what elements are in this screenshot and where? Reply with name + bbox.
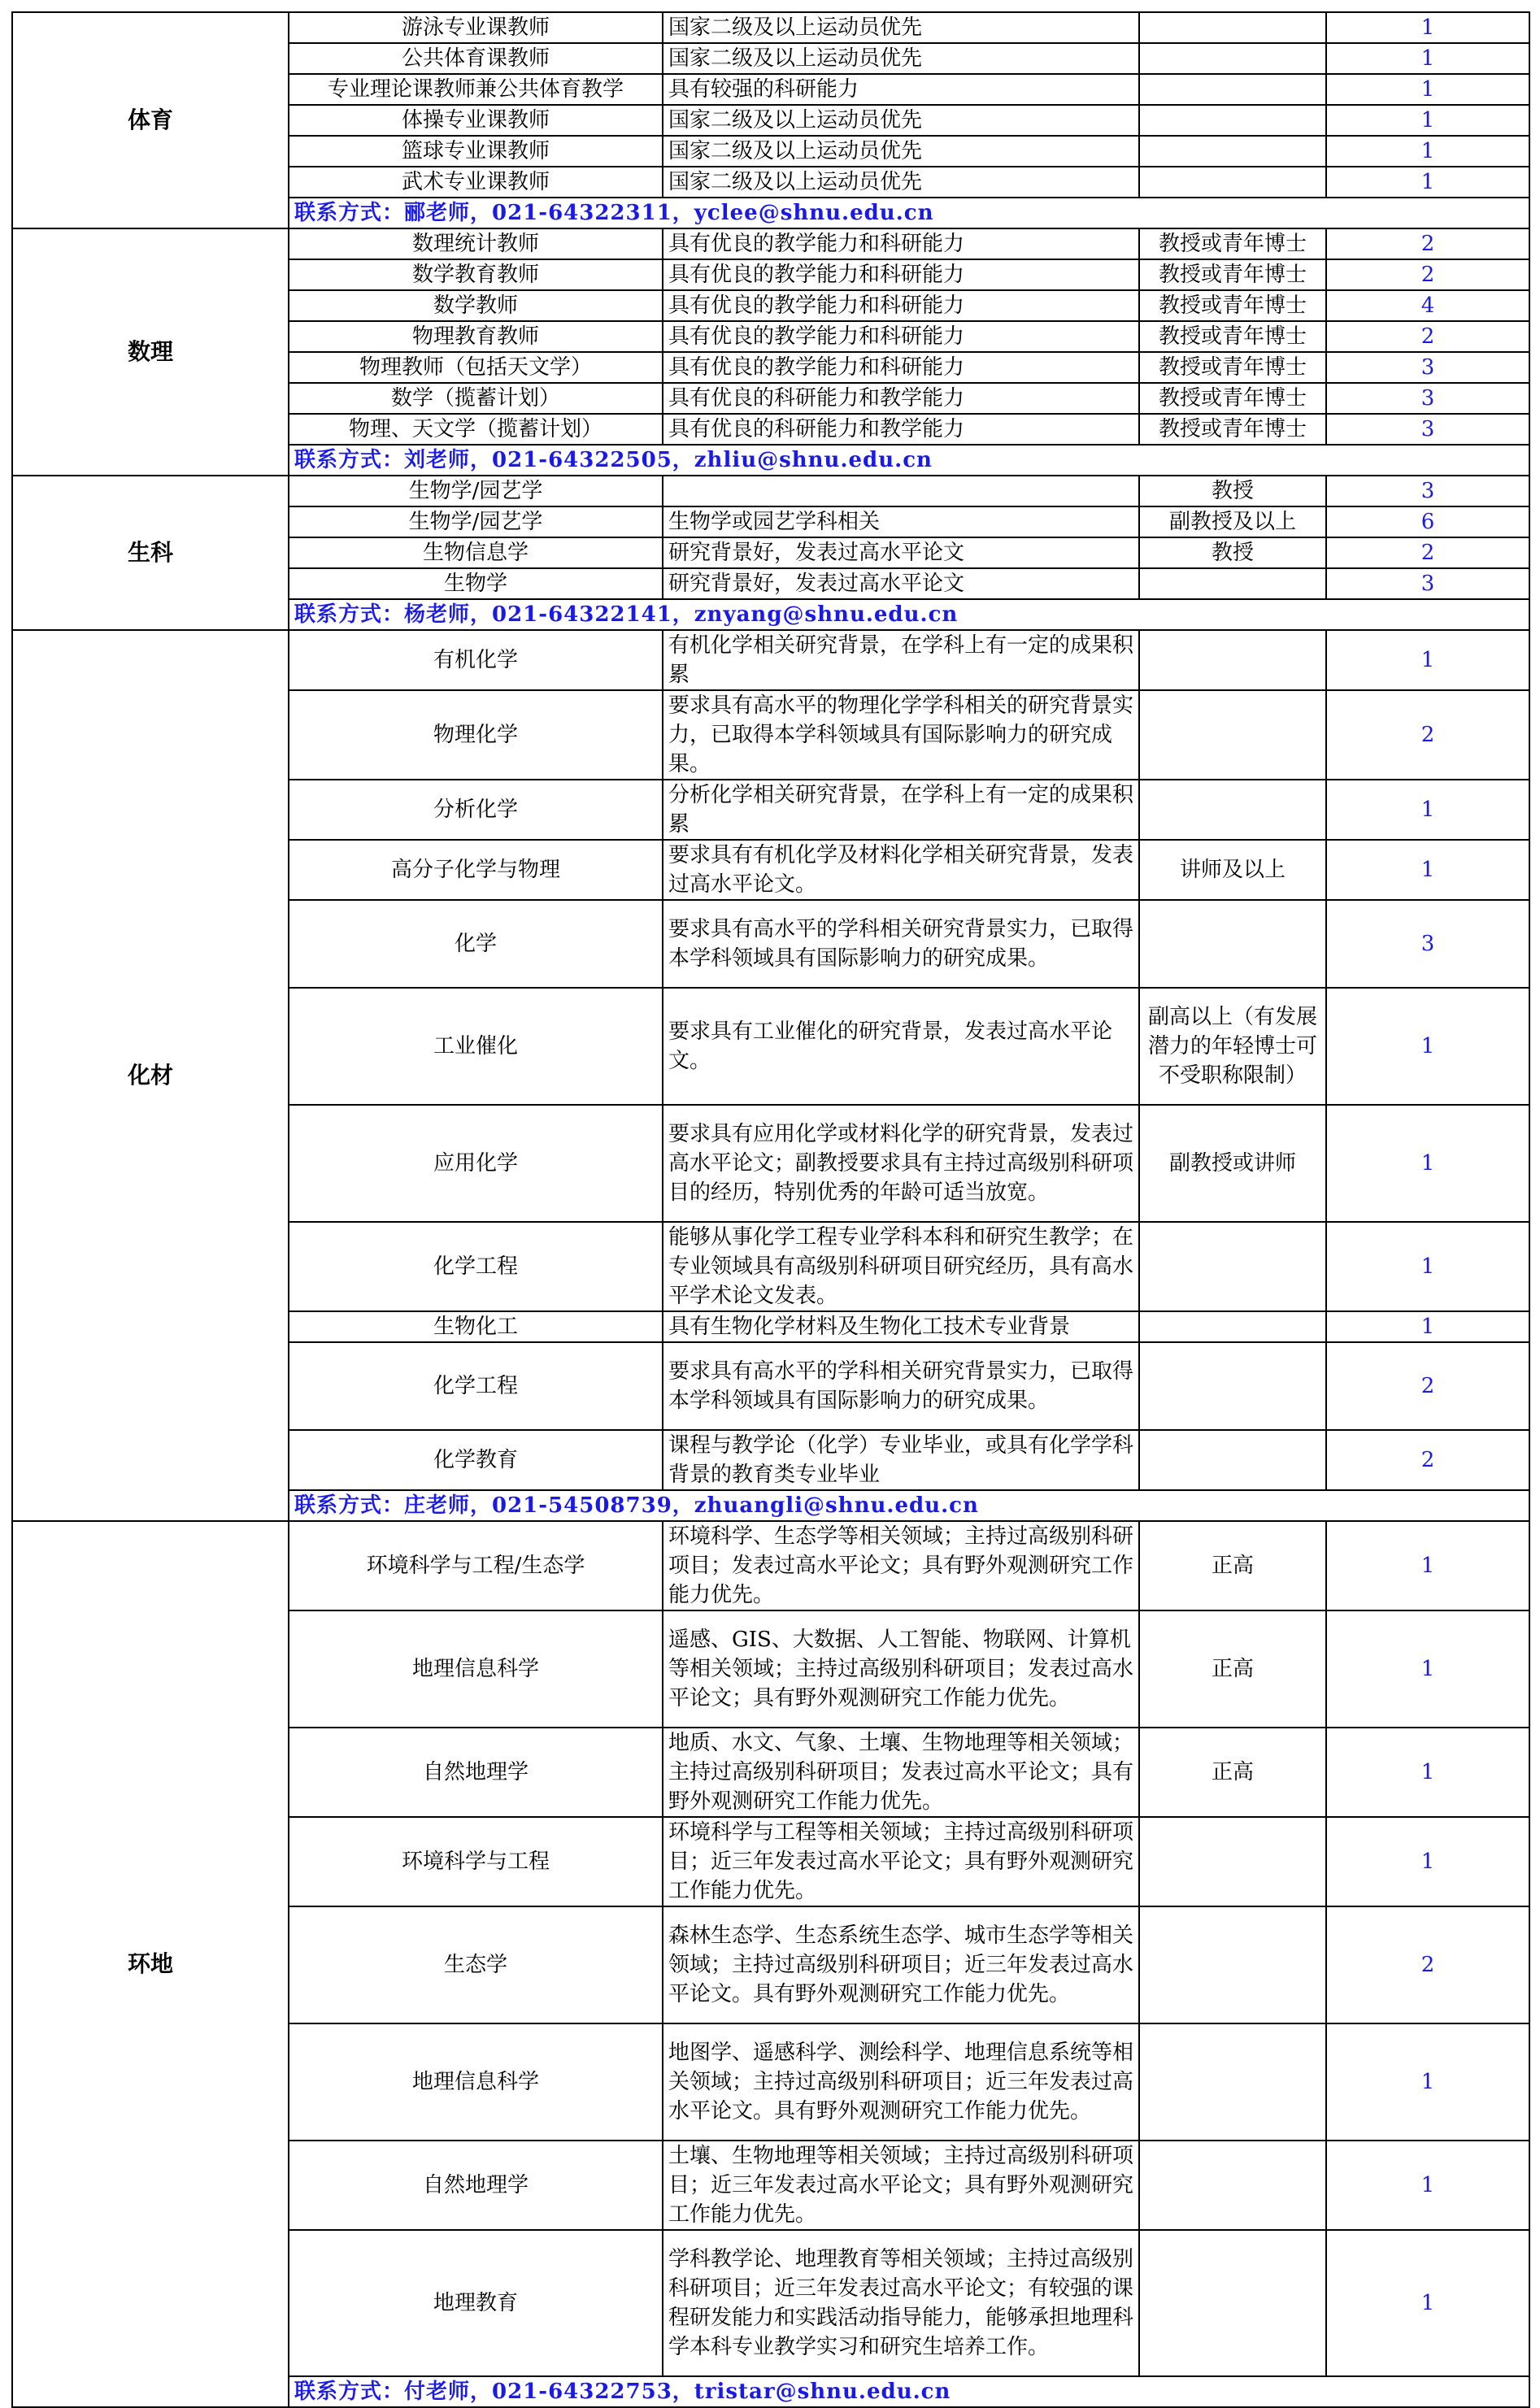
requirement-cell: 研究背景好，发表过高水平论文	[663, 537, 1139, 568]
count-cell: 6	[1326, 506, 1529, 537]
title-cell: 教授或青年博士	[1139, 321, 1326, 352]
count-cell: 3	[1326, 383, 1529, 414]
table-row	[12, 630, 1529, 690]
title-cell: 教授或青年博士	[1139, 259, 1326, 290]
count-cell: 1	[1326, 74, 1529, 105]
requirement-cell: 国家二级及以上运动员优先	[663, 43, 1139, 74]
position-cell: 环境科学与工程	[289, 1817, 663, 1906]
contact-info: 联系方式：付老师，021-64322753，tristar@shnu.edu.cn	[289, 2376, 1529, 2407]
position-cell: 篮球专业课教师	[289, 136, 663, 167]
position-cell: 生物学/园艺学	[289, 506, 663, 537]
position-cell: 数学（揽蓄计划）	[289, 383, 663, 414]
position-cell: 自然地理学	[289, 2141, 663, 2230]
count-cell: 1	[1326, 1105, 1529, 1222]
title-cell	[1139, 630, 1326, 690]
requirement-cell: 分析化学相关研究背景，在学科上有一定的成果积累	[663, 780, 1139, 840]
title-cell	[1139, 1430, 1326, 1490]
requirement-cell: 研究背景好，发表过高水平论文	[663, 568, 1139, 599]
position-cell: 化学工程	[289, 1222, 663, 1311]
requirement-cell: 生物学或园艺学科相关	[663, 506, 1139, 537]
position-cell: 分析化学	[289, 780, 663, 840]
title-cell: 副教授及以上	[1139, 506, 1326, 537]
count-cell: 3	[1326, 414, 1529, 445]
requirement-cell: 具有生物化学材料及生物化工技术专业背景	[663, 1311, 1139, 1342]
department-name: 环地	[12, 1521, 289, 2407]
count-cell: 3	[1326, 476, 1529, 506]
title-cell	[1139, 136, 1326, 167]
position-cell: 数学教育教师	[289, 259, 663, 290]
department-name: 体育	[12, 12, 289, 228]
count-cell: 1	[1326, 988, 1529, 1105]
count-cell: 2	[1326, 1906, 1529, 2023]
title-cell: 教授或青年博士	[1139, 414, 1326, 445]
requirement-cell: 有机化学相关研究背景，在学科上有一定的成果积累	[663, 630, 1139, 690]
title-cell: 副高以上（有发展潜力的年轻博士可不受职称限制）	[1139, 988, 1326, 1105]
count-cell: 2	[1326, 228, 1529, 259]
count-cell: 1	[1326, 1222, 1529, 1311]
title-cell	[1139, 1311, 1326, 1342]
requirement-cell: 要求具有高水平的学科相关研究背景实力，已取得本学科领域具有国际影响力的研究成果。	[663, 900, 1139, 988]
position-cell: 有机化学	[289, 630, 663, 690]
title-cell	[1139, 1342, 1326, 1430]
count-cell: 2	[1326, 259, 1529, 290]
count-cell: 1	[1326, 2023, 1529, 2141]
requirement-cell: 森林生态学、生态系统生态学、城市生态学等相关领域；主持过高级别科研项目；近三年发表过高水平论文。具有野外观测研究工作能力优先。	[663, 1906, 1139, 2023]
position-cell: 自然地理学	[289, 1728, 663, 1817]
recruitment-table	[11, 11, 1530, 2408]
position-cell: 化学	[289, 900, 663, 988]
title-cell	[1139, 2023, 1326, 2141]
position-cell: 生物学	[289, 568, 663, 599]
title-cell	[1139, 2141, 1326, 2230]
position-cell: 工业催化	[289, 988, 663, 1105]
requirement-cell: 能够从事化学工程专业学科本科和研究生教学；在专业领域具有高级别科研项目研究经历，具有高水平学术论文发表。	[663, 1222, 1139, 1311]
requirement-cell: 国家二级及以上运动员优先	[663, 136, 1139, 167]
title-cell: 教授	[1139, 537, 1326, 568]
title-cell	[1139, 690, 1326, 780]
count-cell: 3	[1326, 900, 1529, 988]
requirement-cell	[663, 476, 1139, 506]
title-cell: 教授或青年博士	[1139, 383, 1326, 414]
count-cell: 1	[1326, 780, 1529, 840]
position-cell: 地理信息科学	[289, 2023, 663, 2141]
requirement-cell: 国家二级及以上运动员优先	[663, 167, 1139, 198]
count-cell: 1	[1326, 840, 1529, 900]
count-cell: 2	[1326, 1430, 1529, 1490]
title-cell: 教授或青年博士	[1139, 290, 1326, 321]
position-cell: 数理统计教师	[289, 228, 663, 259]
count-cell: 1	[1326, 630, 1529, 690]
requirement-cell: 具有优良的教学能力和科研能力	[663, 352, 1139, 383]
position-cell: 生物学/园艺学	[289, 476, 663, 506]
position-cell: 地理教育	[289, 2230, 663, 2376]
position-cell: 专业理论课教师兼公共体育教学	[289, 74, 663, 105]
count-cell: 1	[1326, 1311, 1529, 1342]
requirement-cell: 要求具有高水平的物理化学学科相关的研究背景实力，已取得本学科领域具有国际影响力的研究成果。	[663, 690, 1139, 780]
requirement-cell: 国家二级及以上运动员优先	[663, 12, 1139, 43]
count-cell: 4	[1326, 290, 1529, 321]
title-cell: 教授	[1139, 476, 1326, 506]
position-cell: 生态学	[289, 1906, 663, 2023]
position-cell: 化学教育	[289, 1430, 663, 1490]
title-cell: 教授或青年博士	[1139, 228, 1326, 259]
requirement-cell: 要求具有有机化学及材料化学相关研究背景，发表过高水平论文。	[663, 840, 1139, 900]
position-cell: 环境科学与工程/生态学	[289, 1521, 663, 1610]
requirement-cell: 具有较强的科研能力	[663, 74, 1139, 105]
count-cell: 2	[1326, 321, 1529, 352]
position-cell: 高分子化学与物理	[289, 840, 663, 900]
title-cell	[1139, 1817, 1326, 1906]
count-cell: 1	[1326, 43, 1529, 74]
requirement-cell: 具有优良的教学能力和科研能力	[663, 321, 1139, 352]
table-body	[12, 12, 1529, 2407]
count-cell: 1	[1326, 105, 1529, 136]
position-cell: 生物化工	[289, 1311, 663, 1342]
count-cell: 3	[1326, 568, 1529, 599]
title-cell: 正高	[1139, 1610, 1326, 1728]
title-cell	[1139, 2230, 1326, 2376]
title-cell: 正高	[1139, 1521, 1326, 1610]
count-cell: 1	[1326, 1728, 1529, 1817]
count-cell: 2	[1326, 690, 1529, 780]
contact-info: 联系方式：庄老师，021-54508739，zhuangli@shnu.edu.cn	[289, 1490, 1529, 1521]
title-cell	[1139, 568, 1326, 599]
requirement-cell: 具有优良的教学能力和科研能力	[663, 290, 1139, 321]
position-cell: 应用化学	[289, 1105, 663, 1222]
requirement-cell: 具有优良的教学能力和科研能力	[663, 259, 1139, 290]
title-cell	[1139, 780, 1326, 840]
title-cell	[1139, 43, 1326, 74]
position-cell: 物理教育教师	[289, 321, 663, 352]
count-cell: 1	[1326, 167, 1529, 198]
count-cell: 1	[1326, 1817, 1529, 1906]
position-cell: 体操专业课教师	[289, 105, 663, 136]
contact-info: 联系方式：刘老师，021-64322505，zhliu@shnu.edu.cn	[289, 445, 1529, 476]
requirement-cell: 要求具有应用化学或材料化学的研究背景，发表过高水平论文；副教授要求具有主持过高级别科研项目的经历，特别优秀的年龄可适当放宽。	[663, 1105, 1139, 1222]
department-name: 生科	[12, 476, 289, 630]
requirement-cell: 地质、水文、气象、土壤、生物地理等相关领域；主持过高级别科研项目；发表过高水平论文；具有野外观测研究工作能力优先。	[663, 1728, 1139, 1817]
position-cell: 物理、天文学（揽蓄计划）	[289, 414, 663, 445]
table-row	[12, 228, 1529, 259]
count-cell: 1	[1326, 1521, 1529, 1610]
title-cell	[1139, 74, 1326, 105]
count-cell: 1	[1326, 12, 1529, 43]
title-cell	[1139, 12, 1326, 43]
title-cell	[1139, 1906, 1326, 2023]
requirement-cell: 环境科学、生态学等相关领域；主持过高级别科研项目；发表过高水平论文；具有野外观测研究工作能力优先。	[663, 1521, 1139, 1610]
table-row	[12, 12, 1529, 43]
requirement-cell: 学科教学论、地理教育等相关领域；主持过高级别科研项目；近三年发表过高水平论文；有较强的课程研发能力和实践活动指导能力，能够承担地理科学本科专业教学实习和研究生培养工作。	[663, 2230, 1139, 2376]
title-cell	[1139, 167, 1326, 198]
position-cell: 数学教师	[289, 290, 663, 321]
title-cell: 正高	[1139, 1728, 1326, 1817]
requirement-cell: 课程与教学论（化学）专业毕业，或具有化学学科背景的教育类专业毕业	[663, 1430, 1139, 1490]
title-cell: 教授或青年博士	[1139, 352, 1326, 383]
title-cell	[1139, 1222, 1326, 1311]
position-cell: 武术专业课教师	[289, 167, 663, 198]
count-cell: 1	[1326, 136, 1529, 167]
position-cell: 化学工程	[289, 1342, 663, 1430]
position-cell: 游泳专业课教师	[289, 12, 663, 43]
table-row	[12, 1521, 1529, 1610]
requirement-cell: 具有优良的教学能力和科研能力	[663, 228, 1139, 259]
requirement-cell: 具有优良的科研能力和教学能力	[663, 383, 1139, 414]
department-name: 化材	[12, 630, 289, 1521]
requirement-cell: 地图学、遥感科学、测绘科学、地理信息系统等相关领域；主持过高级别科研项目；近三年发表过高水平论文。具有野外观测研究工作能力优先。	[663, 2023, 1139, 2141]
requirement-cell: 要求具有高水平的学科相关研究背景实力，已取得本学科领域具有国际影响力的研究成果。	[663, 1342, 1139, 1430]
position-cell: 生物信息学	[289, 537, 663, 568]
position-cell: 公共体育课教师	[289, 43, 663, 74]
count-cell: 1	[1326, 2141, 1529, 2230]
position-cell: 物理教师（包括天文学）	[289, 352, 663, 383]
requirement-cell: 环境科学与工程等相关领域；主持过高级别科研项目；近三年发表过高水平论文；具有野外观测研究工作能力优先。	[663, 1817, 1139, 1906]
count-cell: 1	[1326, 2230, 1529, 2376]
count-cell: 2	[1326, 537, 1529, 568]
department-name: 数理	[12, 228, 289, 476]
position-cell: 地理信息科学	[289, 1610, 663, 1728]
count-cell: 2	[1326, 1342, 1529, 1430]
requirement-cell: 遥感、GIS、大数据、人工智能、物联网、计算机等相关领域；主持过高级别科研项目；发表过高水平论文；具有野外观测研究工作能力优先。	[663, 1610, 1139, 1728]
title-cell	[1139, 900, 1326, 988]
contact-info: 联系方式：杨老师，021-64322141，znyang@shnu.edu.cn	[289, 599, 1529, 630]
requirement-cell: 国家二级及以上运动员优先	[663, 105, 1139, 136]
count-cell: 1	[1326, 1610, 1529, 1728]
title-cell	[1139, 105, 1326, 136]
requirement-cell: 具有优良的科研能力和教学能力	[663, 414, 1139, 445]
position-cell: 物理化学	[289, 690, 663, 780]
contact-info: 联系方式：郦老师，021-64322311，yclee@shnu.edu.cn	[289, 198, 1529, 228]
count-cell: 3	[1326, 352, 1529, 383]
title-cell: 副教授或讲师	[1139, 1105, 1326, 1222]
requirement-cell: 土壤、生物地理等相关领域；主持过高级别科研项目；近三年发表过高水平论文；具有野外观测研究工作能力优先。	[663, 2141, 1139, 2230]
table-row	[12, 476, 1529, 506]
title-cell: 讲师及以上	[1139, 840, 1326, 900]
requirement-cell: 要求具有工业催化的研究背景，发表过高水平论文。	[663, 988, 1139, 1105]
